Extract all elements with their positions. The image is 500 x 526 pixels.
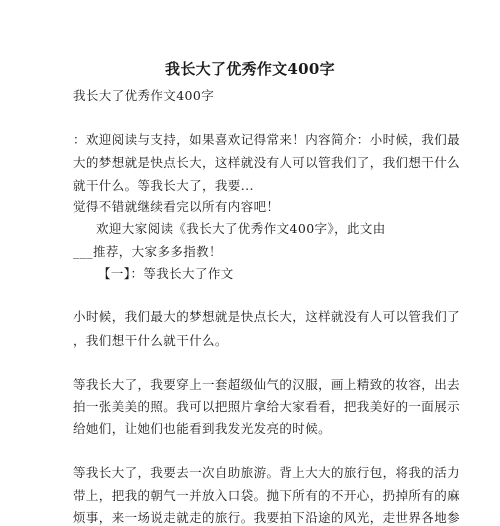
paragraph-line: 拍一张美美的照。我可以把照片拿给大家看看，把我美好的一面展示 [73, 399, 461, 414]
intro-line: ：欢迎阅读与支持，如果喜欢记得常来！内容简介：小时候，我们最 [73, 132, 461, 147]
document-subtitle: 我长大了优秀作文400字 [73, 88, 215, 103]
intro-line: 觉得不错就继续看完以所有内容吧！ [73, 199, 280, 214]
intro-line: 大的梦想就是快点长大，这样就没有人可以管我们了，我们想干什么 [73, 155, 461, 170]
paragraph-line: 等我长大了，我要去一次自助旅游。背上大大的旅行包，将我的活力 [73, 465, 461, 480]
paragraph-line: ，我们想干什么就干什么。 [73, 333, 228, 348]
paragraph-line: 带上，把我的朝气一并放入口袋。抛下所有的不开心，扔掉所有的麻 [73, 488, 461, 503]
recommend-line: ___推荐，大家多多指教！ [73, 244, 222, 259]
paragraph-line: 烦事，来一场说走就走的旅行。我要拍下沿途的风光，走世界各地参 [73, 510, 461, 525]
welcome-line: 欢迎大家阅读《我长大了优秀作文400字》，此文由 [96, 221, 386, 236]
document-title: 我长大了优秀作文400字 [165, 60, 335, 78]
paragraph-line: 小时候，我们最大的梦想就是快点长大，这样就没有人可以管我们了 [73, 309, 461, 324]
intro-line: 就干什么。等我长大了，我要... [73, 178, 254, 193]
paragraph-line: 等我长大了，我要穿上一套超级仙气的汉服，画上精致的妆容，出去 [73, 377, 461, 392]
paragraph-line: 给她们，让她们也能看到我发光发亮的时候。 [73, 421, 332, 436]
section-heading: 【一】：等我长大了作文 [98, 266, 234, 281]
